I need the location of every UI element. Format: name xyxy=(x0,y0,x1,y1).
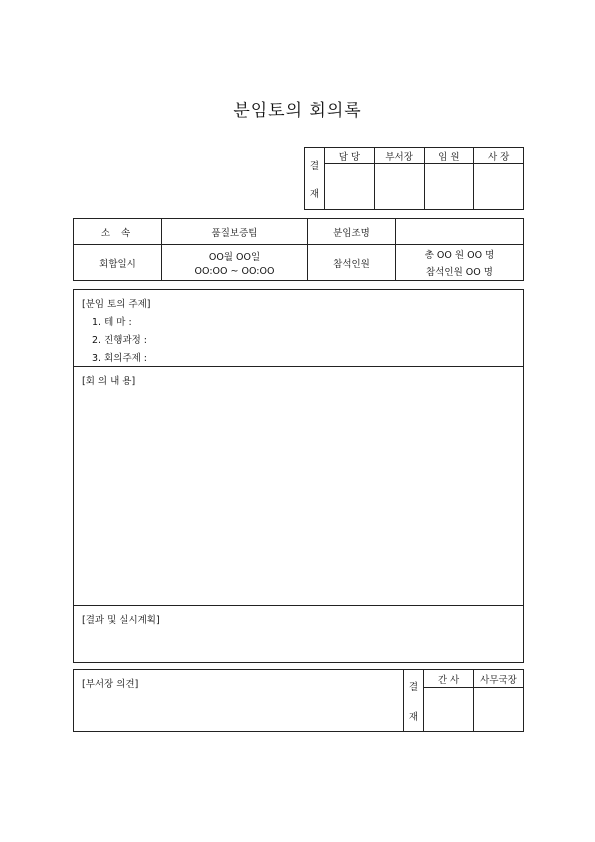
meeting-date-value[interactable] xyxy=(162,245,308,281)
result-heading: [결과 및 실시계획] xyxy=(82,615,160,626)
affiliation-label: 소 속 xyxy=(74,219,162,245)
attendance-label: 참석인원 xyxy=(308,245,396,281)
approval-col-president: 사 장 xyxy=(474,148,524,164)
content-section[interactable] xyxy=(73,366,524,606)
meeting-date-line2: OO:OO ~ OO:OO xyxy=(194,265,275,277)
topic-item-theme: 1. 테 마 : xyxy=(92,317,132,328)
approval-side-bottom: 재 xyxy=(309,188,320,200)
approval-sign-manager[interactable] xyxy=(325,164,375,210)
approval-side-label xyxy=(305,148,325,210)
approval-sign-executive[interactable] xyxy=(424,164,474,210)
topic-section[interactable] xyxy=(73,289,524,367)
opinion-heading: [부서장 의견] xyxy=(82,679,139,690)
affiliation-value[interactable]: 품질보증팀 xyxy=(162,219,308,245)
approval-table xyxy=(304,147,524,210)
approval-col-dept-head: 부서장 xyxy=(374,148,424,164)
group-name-value[interactable] xyxy=(396,219,524,245)
topic-item-progress: 2. 진행과정 : xyxy=(92,335,148,346)
page-title: 분임토의 회의록 xyxy=(233,101,362,121)
result-section[interactable] xyxy=(73,605,524,663)
topic-item-meeting-subject: 3. 회의주제 : xyxy=(92,353,148,364)
attendance-value[interactable] xyxy=(396,245,524,281)
opinion-sign-secretary[interactable] xyxy=(424,688,474,732)
approval-col-executive: 임 원 xyxy=(424,148,474,164)
opinion-side-top: 결 xyxy=(408,681,419,693)
opinion-table xyxy=(73,669,524,732)
topic-heading: [분임 토의 주제] xyxy=(82,299,151,310)
attendance-line2: 참석인원 OO 명 xyxy=(426,267,493,278)
approval-side-top: 결 xyxy=(309,160,320,172)
opinion-side-label xyxy=(404,670,424,732)
content-heading: [회 의 내 용] xyxy=(82,376,136,387)
opinion-side-bottom: 재 xyxy=(408,711,419,723)
approval-sign-president[interactable] xyxy=(474,164,524,210)
info-table xyxy=(73,218,524,281)
approval-col-manager: 담 당 xyxy=(325,148,375,164)
opinion-col-office-head: 사무국장 xyxy=(474,670,524,688)
opinion-sign-office-head[interactable] xyxy=(474,688,524,732)
group-name-label: 분임조명 xyxy=(308,219,396,245)
opinion-area[interactable] xyxy=(74,670,404,732)
meeting-date-label: 회합일시 xyxy=(74,245,162,281)
attendance-line1: 총 OO 원 OO 명 xyxy=(424,250,495,261)
opinion-col-secretary: 간 사 xyxy=(424,670,474,688)
meeting-date-line1: OO월 OO일 xyxy=(208,251,261,263)
approval-sign-dept-head[interactable] xyxy=(374,164,424,210)
